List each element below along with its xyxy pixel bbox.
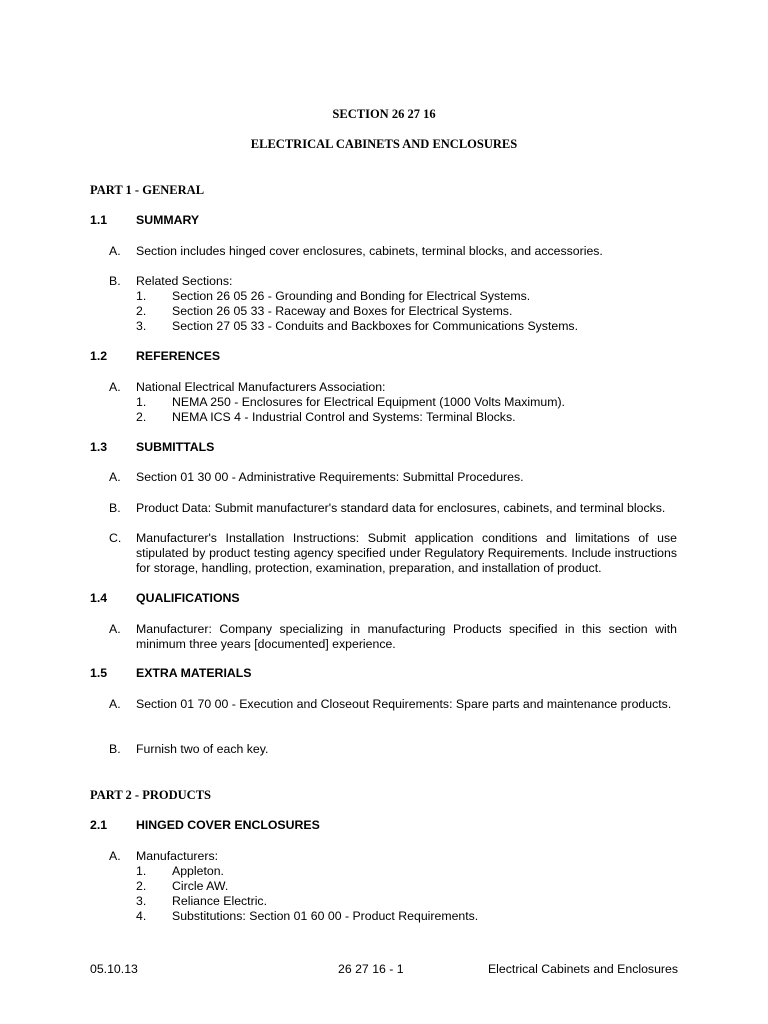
list-item: Substitutions: Section 01 60 00 - Product Requirements. — [172, 909, 479, 923]
para-text: National Electrical Manufacturers Association: — [136, 380, 386, 394]
para-text: Section 01 70 00 - Execution and Closeout Requirements: Spare parts and maintenance products. — [136, 697, 672, 711]
para-letter: B. — [109, 274, 121, 288]
list-item: Section 27 05 33 - Conduits and Backboxes for Communications Systems. — [172, 319, 579, 333]
article-2-1-title: HINGED COVER ENCLOSURES — [136, 818, 320, 832]
article-1-5-number: 1.5 — [90, 666, 108, 680]
list-number: 3. — [136, 319, 147, 333]
para-letter: C. — [109, 531, 122, 545]
para-text: Section 01 30 00 - Administrative Requirements: Submittal Procedures. — [136, 470, 524, 484]
list-number: 3. — [136, 894, 147, 908]
section-title: ELECTRICAL CABINETS AND ENCLOSURES — [250, 137, 518, 151]
list-item: Section 26 05 33 - Raceway and Boxes for Electrical Systems. — [172, 304, 513, 318]
para-text: Manufacturer: Company specializing in manufacturing Products specified in this section with minimum three years [documented] experience. — [136, 622, 677, 651]
list-item: Appleton. — [172, 864, 224, 878]
para-letter: A. — [109, 622, 121, 636]
article-2-1-number: 2.1 — [90, 818, 108, 832]
list-number: 2. — [136, 304, 147, 318]
para-text: Related Sections: — [136, 274, 233, 288]
list-number: 1. — [136, 864, 147, 878]
article-1-3-number: 1.3 — [90, 440, 108, 454]
list-item: Reliance Electric. — [172, 894, 267, 908]
list-item: NEMA ICS 4 - Industrial Control and Systems: Terminal Blocks. — [172, 410, 516, 424]
section-number: SECTION 26 27 16 — [332, 107, 436, 121]
para-letter: A. — [109, 244, 121, 258]
para-letter: A. — [109, 697, 121, 711]
article-1-3-title: SUBMITTALS — [136, 440, 215, 454]
article-1-1-number: 1.1 — [90, 213, 108, 227]
para-letter: A. — [109, 849, 121, 863]
para-letter: A. — [109, 470, 121, 484]
para-letter: A. — [109, 380, 121, 394]
footer-document-title: Electrical Cabinets and Enclosures — [487, 962, 678, 976]
footer-page-number: 26 27 16 - 1 — [338, 962, 404, 976]
part-1-heading: PART 1 - GENERAL — [90, 183, 205, 197]
footer-date: 05.10.13 — [90, 962, 138, 976]
part-2-heading: PART 2 - PRODUCTS — [90, 788, 211, 802]
article-1-1-title: SUMMARY — [136, 213, 200, 227]
list-number: 1. — [136, 289, 147, 303]
article-1-5-title: EXTRA MATERIALS — [136, 666, 252, 680]
list-item: Section 26 05 26 - Grounding and Bonding for Electrical Systems. — [172, 289, 531, 303]
para-text: Manufacturer's Installation Instructions: Submit application conditions and limitations of use stipulated by product testing agency specified under Regulatory Requirements. Include instructions for storage, handling, protection, examination, preparation, and installation of product. — [136, 531, 677, 575]
list-item: NEMA 250 - Enclosures for Electrical Equipment (1000 Volts Maximum). — [172, 395, 565, 409]
article-1-2-number: 1.2 — [90, 349, 108, 363]
para-text: Section includes hinged cover enclosures, cabinets, terminal blocks, and accessories. — [136, 244, 603, 258]
para-text: Product Data: Submit manufacturer's standard data for enclosures, cabinets, and terminal blocks. — [136, 501, 666, 515]
para-text: Furnish two of each key. — [136, 742, 269, 756]
para-letter: B. — [109, 501, 121, 515]
article-1-2-title: REFERENCES — [136, 349, 221, 363]
list-item: Circle AW. — [172, 879, 229, 893]
list-number: 1. — [136, 395, 147, 409]
list-number: 4. — [136, 909, 147, 923]
para-letter: B. — [109, 742, 121, 756]
para-text: Manufacturers: — [136, 849, 219, 863]
article-1-4-title: QUALIFICATIONS — [136, 591, 240, 605]
list-number: 2. — [136, 879, 147, 893]
article-1-4-number: 1.4 — [90, 591, 108, 605]
list-number: 2. — [136, 410, 147, 424]
